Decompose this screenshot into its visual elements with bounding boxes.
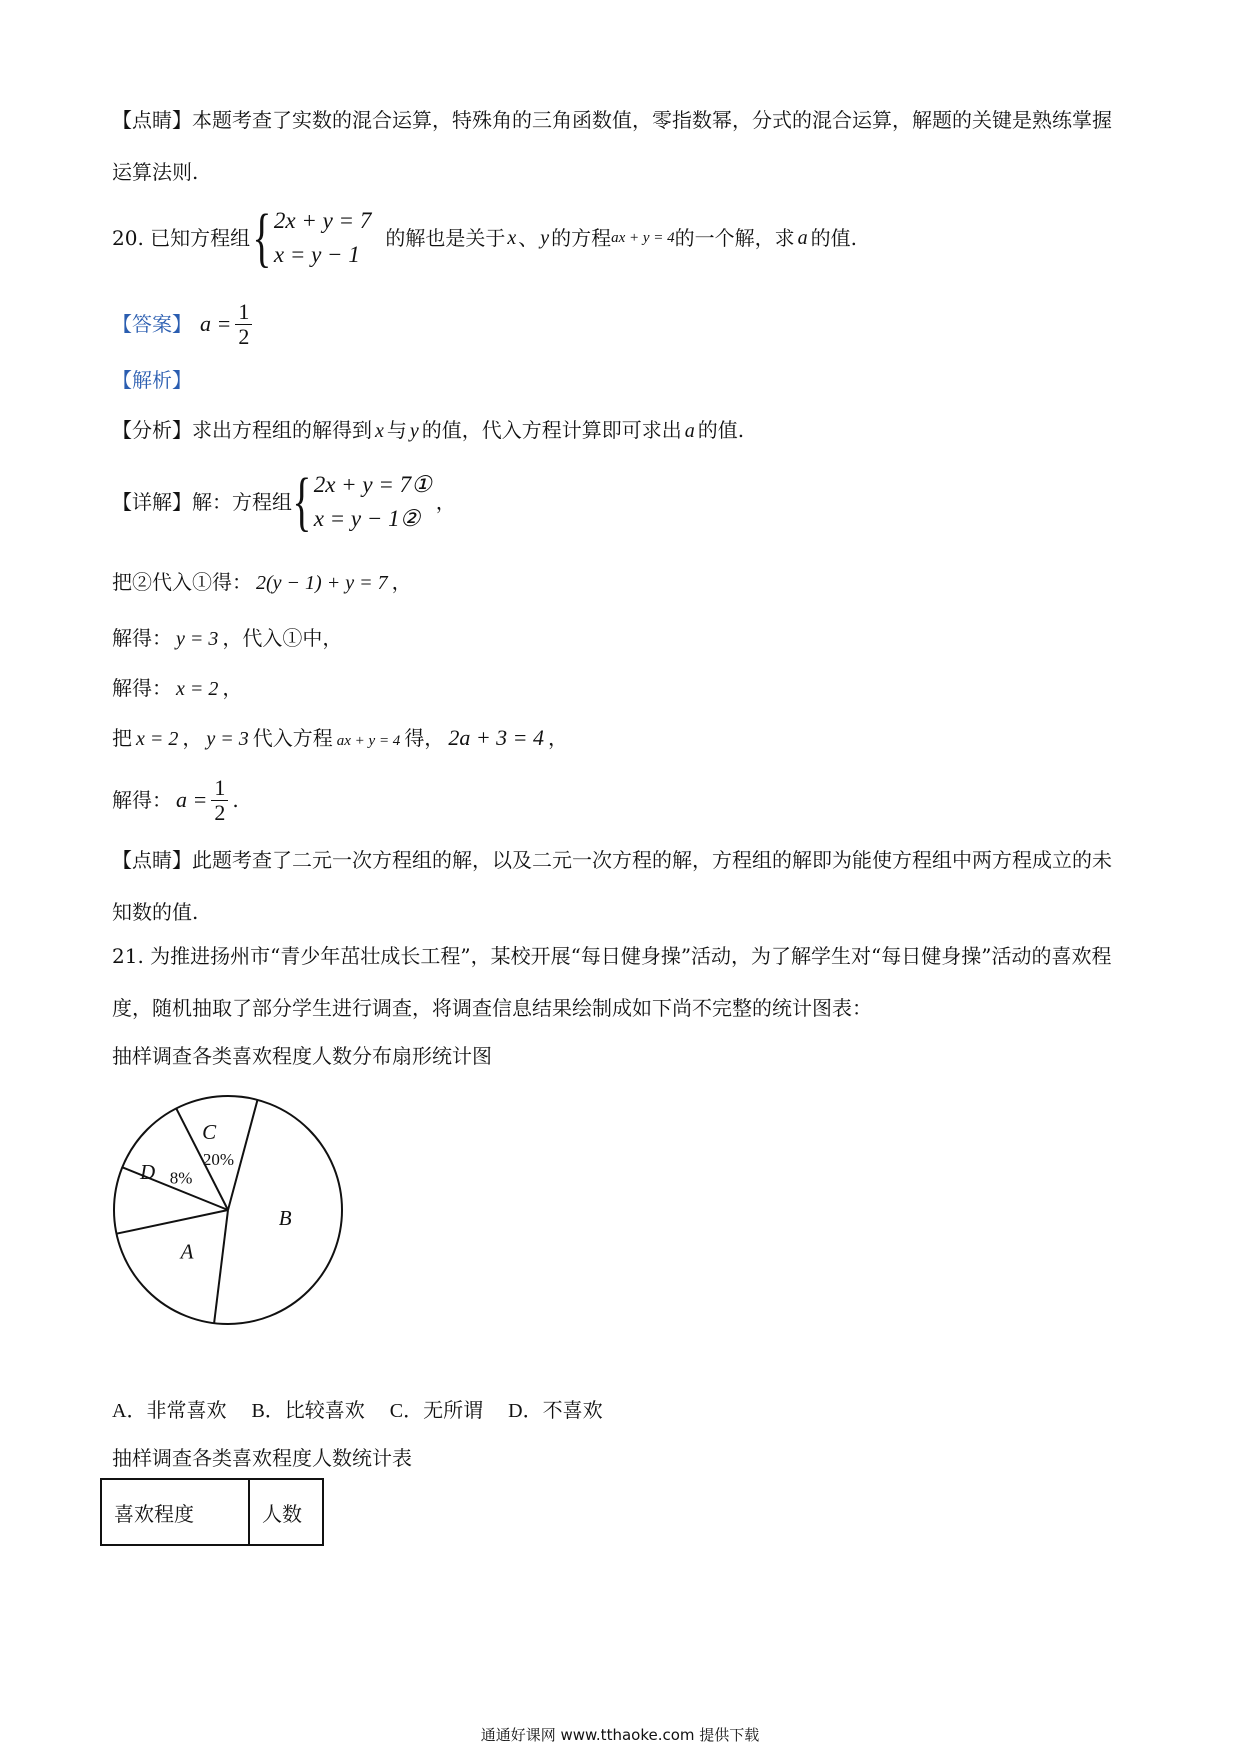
table-row [101, 1479, 323, 1545]
answer-tag: 【答案】 [112, 312, 192, 336]
note-tag: 【点睛】 [112, 108, 192, 132]
question-21 [112, 930, 1122, 1034]
sep: 、 [518, 226, 539, 250]
table-header-cell: 人数 [249, 1479, 323, 1545]
pie-slice-label-d: D [140, 1160, 156, 1185]
pie-slice-label-b: B [278, 1205, 292, 1230]
note-paragraph-1 [112, 94, 1122, 198]
note-tag: 【点睛】 [112, 848, 192, 872]
pie-slice-label-a: A [180, 1239, 194, 1264]
question-20 [112, 200, 1122, 276]
fenxi-text-1: 求出方程组的解得到 [192, 418, 372, 442]
var-a: a [684, 420, 695, 442]
fenxi-line [112, 404, 1122, 457]
step-end: ， [222, 676, 243, 700]
step-text: 得， [404, 726, 445, 750]
step-text: 代入方程 [252, 726, 333, 750]
pie-slice-percent-c: 20% [202, 1149, 235, 1169]
step-text: ， [182, 726, 203, 750]
equation-inline: ax + y = 4 [611, 230, 675, 246]
question-text-d: 的值. [810, 226, 858, 250]
step-5 [112, 768, 1122, 832]
footer-text: 通通好课网 www.tthaoke.com 提供下载 [480, 1726, 760, 1744]
brace-icon: { [292, 465, 312, 538]
fenxi-text-2: 与 [386, 418, 407, 442]
fraction-numerator: 1 [235, 300, 252, 325]
detail-line [112, 464, 1122, 540]
step-math: x = 2 [136, 728, 179, 750]
note-text: 本题考查了实数的混合运算，特殊角的三角函数值，零指数幂，分式的混合运算，解题的关键是熟练掌握运算法则. [112, 108, 1112, 184]
step-3 [112, 662, 1122, 715]
step-end: ， [391, 570, 412, 594]
pie-slice-label-c: C [202, 1120, 217, 1145]
fenxi-text-4: 的值. [697, 418, 745, 442]
step-math: x = 2 [176, 678, 219, 700]
detail-comma: ， [435, 490, 456, 514]
analysis-tag: 【解析】 [112, 368, 192, 392]
step-math: 2(y − 1) + y = 7 [256, 572, 388, 594]
pie-divider-4 [214, 1210, 228, 1323]
step-text: 解得： [112, 626, 172, 650]
note-paragraph-2 [112, 834, 1122, 938]
answer-lhs: a = [200, 311, 232, 336]
step-text: 把 [112, 726, 132, 750]
step-math: a = [176, 787, 208, 812]
brace-icon: { [252, 201, 272, 274]
note-text: 此题考查了二元一次方程组的解，以及二元一次方程的解，方程组的解即为能使方程组中两方程成立的未知数的值. [112, 848, 1112, 924]
fraction-numerator: 1 [211, 776, 228, 801]
pie-title [112, 1030, 1122, 1082]
table-title-text: 抽样调查各类喜欢程度人数统计表 [112, 1446, 412, 1470]
step-end: ， [548, 726, 569, 750]
question-text-a: 的解也是关于 [385, 226, 506, 250]
question-number: 20. 已知方程组 [112, 226, 251, 250]
step-math: ax + y = 4 [336, 733, 401, 749]
step-text: 把②代入①得： [112, 570, 252, 594]
equation-system [252, 201, 372, 274]
system-eq-1: 2x + y = 7① [313, 472, 432, 497]
question-21-text: 21. 为推进扬州市“青少年茁壮成长工程”，某校开展“每日健身操”活动，为了解学生对“每日健身操”活动的喜欢程度，随机抽取了部分学生进行调查，将调查信息结果绘制成如下尚不完整的统计图表： [112, 944, 1112, 1020]
answer-line [112, 292, 1122, 356]
var-y: y [409, 420, 419, 442]
system-eq-2: x = y − 1 [273, 242, 360, 267]
pie-legend [112, 1384, 1122, 1437]
step-text: 解得： [112, 676, 172, 700]
analysis-heading [112, 354, 1122, 406]
question-text-b: 的方程 [551, 226, 612, 250]
question-text-c: 的一个解，求 [674, 226, 795, 250]
step-end: ，代入①中， [222, 626, 343, 650]
pie-chart [108, 1090, 348, 1330]
step-end: . [232, 788, 239, 812]
var-x: x [507, 227, 517, 249]
step-text: 解得： [112, 788, 172, 812]
var-y: y [540, 227, 550, 249]
pie-legend-text: A．非常喜欢 B．比较喜欢 C．无所谓 D．不喜欢 [112, 1400, 603, 1422]
var-x: x [375, 420, 384, 442]
page-footer [0, 1724, 1240, 1745]
pie-divider-3 [116, 1210, 228, 1234]
table-header-cell: 喜欢程度 [101, 1479, 249, 1545]
step-2 [112, 612, 1122, 665]
step-math: y = 3 [206, 728, 249, 750]
fraction-denominator: 2 [214, 799, 226, 825]
detail-tag: 【详解】 [112, 490, 192, 514]
system-eq-1: 2x + y = 7 [273, 208, 372, 233]
step-math: 2a + 3 = 4 [448, 725, 545, 750]
fraction-denominator: 2 [238, 323, 250, 349]
fenxi-text-3: 的值，代入方程计算即可求出 [421, 418, 682, 442]
step-1 [112, 556, 1122, 609]
fenxi-tag: 【分析】 [112, 418, 192, 442]
step-math: y = 3 [176, 628, 219, 650]
system-eq-2: x = y − 1② [313, 506, 421, 531]
table-title [112, 1432, 1122, 1484]
var-a: a [797, 227, 808, 249]
pie-slice-percent-d: 8% [169, 1168, 193, 1188]
step-4 [112, 712, 1122, 767]
stats-table [100, 1478, 324, 1546]
answer-fraction [235, 300, 252, 349]
equation-system [292, 465, 432, 538]
pie-title-text: 抽样调查各类喜欢程度人数分布扇形统计图 [112, 1044, 492, 1068]
detail-text: 解：方程组 [192, 490, 292, 514]
step-fraction [211, 776, 228, 825]
